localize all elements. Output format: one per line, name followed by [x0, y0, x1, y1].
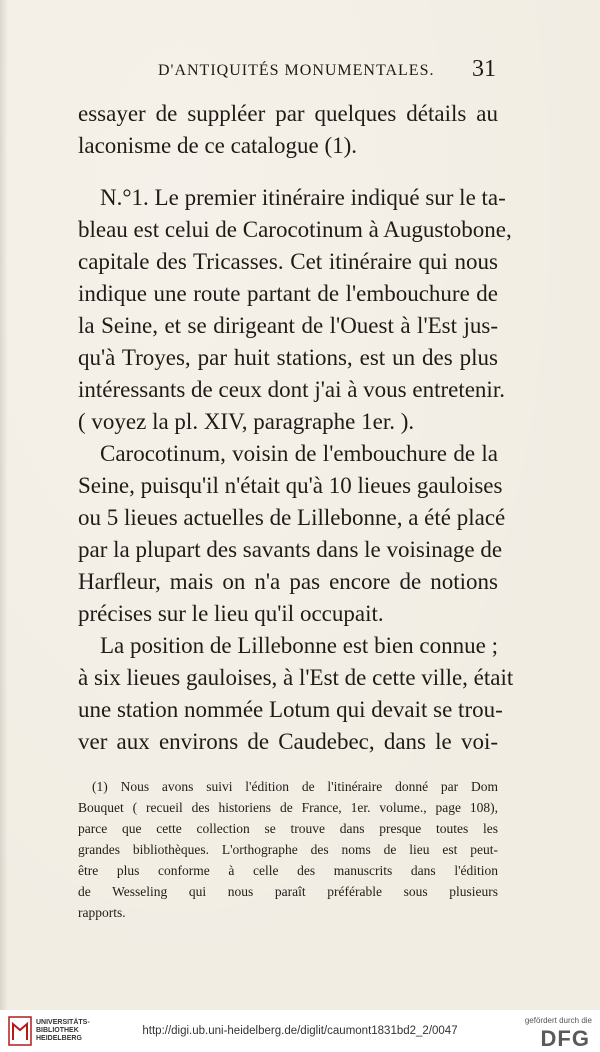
dfg-logo: DFG	[540, 1026, 590, 1051]
page-number: 31	[472, 56, 496, 82]
source-url-link[interactable]: http://digi.ub.uni-heidelberg.de/diglit/caumont1831bd2_2/0047	[142, 1025, 458, 1037]
body-line: qu'à Troyes, par huit stations, est un des plus	[78, 345, 498, 370]
binding-shadow	[0, 0, 8, 1010]
body-line: Harfleur, mais on n'a pas encore de notions	[78, 569, 498, 594]
body-line: ver aux environs de Caudebec, dans le voi-	[78, 729, 498, 754]
body-line: bleau est celui de Carocotinum à Augustobone,	[78, 217, 512, 242]
viewer-footer	[0, 1010, 600, 1052]
footnote-line: parce que cette collection se trouve dans presque toutes les	[78, 821, 498, 836]
body-line: indique une route partant de l'embouchure de	[78, 281, 498, 306]
footnote-line: être plus conforme à celle des manuscrits dans l'édition	[78, 863, 498, 878]
body-line: intéressants de ceux dont j'ai à vous entretenir.	[78, 377, 505, 402]
body-line: La position de Lillebonne est bien connue ;	[100, 633, 498, 658]
footnote-line: rapports.	[78, 905, 126, 920]
body-line: essayer de suppléer par quelques détails au	[78, 101, 498, 126]
body-line: N.°1. Le premier itinéraire indiqué sur le ta-	[100, 185, 506, 210]
body-line: précises sur le lieu qu'il occupait.	[78, 601, 384, 626]
body-line: capitale des Tricasses. Cet itinéraire qui nous	[78, 249, 498, 274]
body-line: à six lieues gauloises, à l'Est de cette ville, était	[78, 665, 514, 690]
body-line: une station nommée Lotum qui devait se trou-	[78, 697, 503, 722]
dfg-tagline: gefördert durch die	[524, 1016, 592, 1025]
body-line: ou 5 lieues actuelles de Lillebonne, a été placé	[78, 505, 506, 530]
body-line: Carocotinum, voisin de l'embouchure de la	[100, 441, 498, 466]
footnote-line: de Wesseling qui nous paraît préférable sous plusieurs	[78, 884, 498, 899]
footnote-line: (1) Nous avons suivi l'édition de l'itinéraire donné par Dom	[92, 779, 498, 794]
library-name: UNIVERSITÄTS- BIBLIOTHEK HEIDELBERG	[36, 1019, 90, 1042]
running-header-title: D'ANTIQUITÉS MONUMENTALES.	[158, 62, 435, 79]
body-line: par la plupart des savants dans le voisinage de	[78, 537, 503, 562]
university-library-logo-icon	[8, 1016, 32, 1046]
body-line: laconisme de ce catalogue (1).	[78, 133, 358, 158]
footnote-line: Bouquet ( recueil des historiens de France, 1er. volume., page 108),	[78, 800, 498, 815]
body-line: ( voyez la pl. XIV, paragraphe 1er. ).	[78, 409, 415, 434]
footnote-line: grandes bibliothèques. L'orthographe des noms de lieu est peut-	[78, 842, 498, 857]
body-line: la Seine, et se dirigeant de l'Ouest à l'Est jus-	[78, 313, 498, 338]
body-line: Seine, puisqu'il n'était qu'à 10 lieues gauloises	[78, 473, 503, 498]
